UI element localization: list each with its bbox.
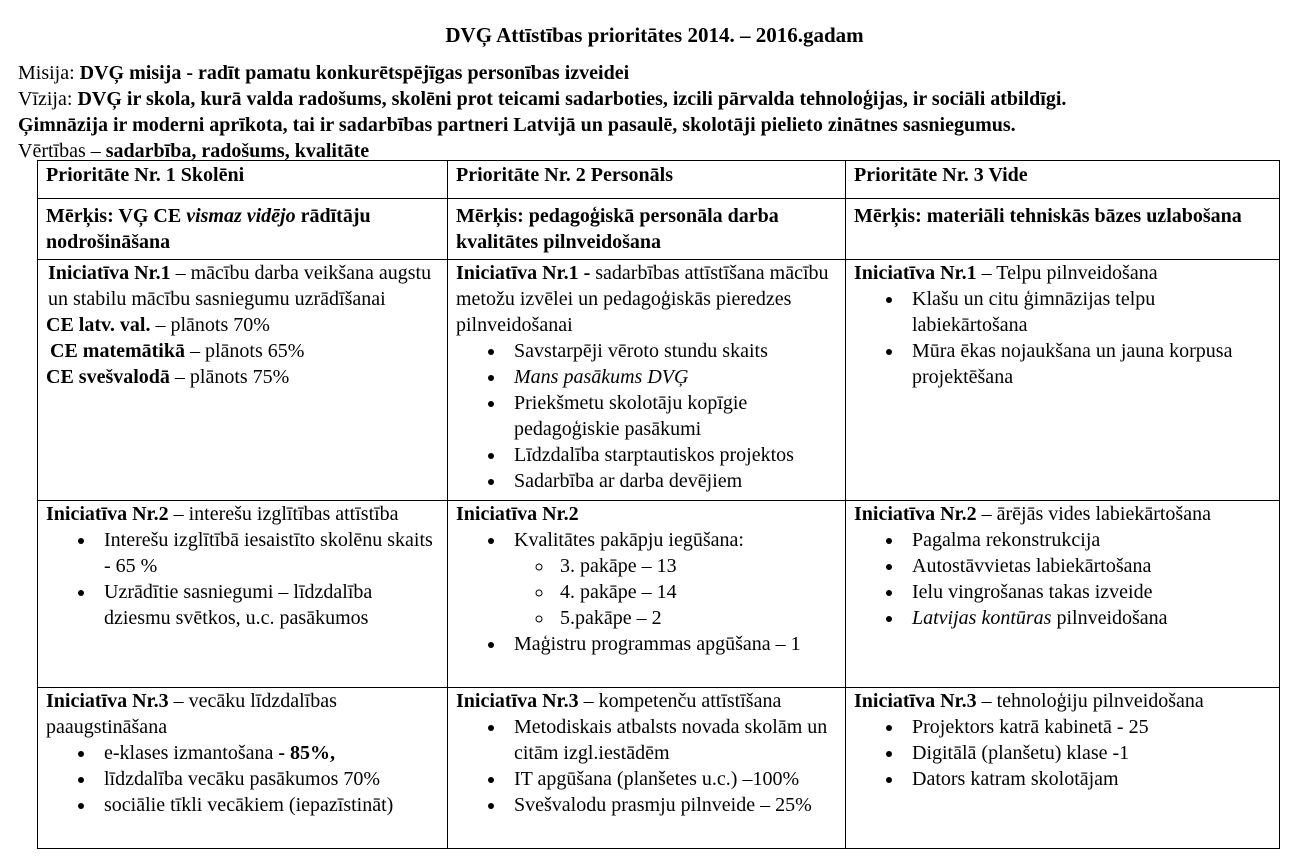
p3-i3-text: – tehnoloģiju pilnveidošana: [976, 690, 1204, 712]
list-item: • Priekšmetu skolotāju kopīgie pedagoģiskie pasākumi: [506, 390, 837, 442]
list-item: • Pagalma rekonstrukcija: [904, 527, 1271, 553]
list-item: • Maģistru programmas apgūšana – 1: [506, 631, 837, 657]
p2-i2-sublist: [514, 553, 837, 631]
goal-row: [38, 199, 1280, 260]
p3-initiative-1: [846, 260, 1280, 501]
p2-i1-list: [456, 338, 837, 494]
list-item: [506, 527, 837, 631]
mission-text: DVĢ misija - radīt pamatu konkurētspējīgas personības izveidei: [79, 62, 630, 84]
p3-i3-list: [854, 714, 1271, 792]
list-item: [96, 740, 439, 766]
p3-i3-head: Iniciatīva Nr.3: [854, 690, 977, 712]
p1-i2-text: – interešu izglītības attīstība: [168, 503, 399, 525]
list-item: • Klašu un citu ģimnāzijas telpu labiekārtošana: [904, 286, 1271, 338]
p3-i2-item-italic: Latvijas kontūras: [912, 607, 1052, 629]
list-item: • sociālie tīkli vecākiem (iepazīstināt): [96, 792, 439, 818]
list-item: • IT apgūšana (planšetes u.c.) –100%: [506, 766, 837, 792]
p3-i1-list: [854, 286, 1271, 390]
list-item: • Projektors katrā kabinetā - 25: [904, 714, 1271, 740]
mission-line: [18, 60, 1298, 86]
p2-initiative-1: [448, 260, 846, 501]
p2-i2-head: Iniciatīva Nr.2: [456, 503, 579, 525]
p2-i2-item-1: Kvalitātes pakāpju iegūšana:: [514, 529, 744, 551]
p2-i3-head: Iniciatīva Nr.3: [456, 690, 579, 712]
p1-i1-line-3-bold: CE svešvalodā: [46, 366, 170, 388]
list-item: • Savstarpēji vēroto stundu skaits: [506, 338, 837, 364]
initiative-2-row: [38, 501, 1280, 688]
p1-i2-head: Iniciatīva Nr.2: [46, 503, 169, 525]
p1-initiative-2: [38, 501, 448, 688]
p3-i1-text: – Telpu pilnveidošana: [976, 262, 1158, 284]
vision-label: Vīzija:: [18, 88, 78, 110]
sub-list-item: ◦ 5.pakāpe – 2: [554, 605, 837, 631]
list-item: • līdzdalība vecāku pasākumos 70%: [96, 766, 439, 792]
p2-i2-list: [456, 527, 837, 657]
p1-i1-line-2-bold: CE matemātikā: [50, 340, 185, 362]
priority-3-header: Prioritāte Nr. 3 Vide: [846, 161, 1280, 199]
initiative-1-row: [38, 260, 1280, 501]
sub-list-item: ◦ 4. pakāpe – 14: [554, 579, 837, 605]
values-text: sadarbība, radošums, kvalitāte: [105, 140, 370, 162]
p2-i3-text: – kompetenču attīstīšana: [578, 690, 782, 712]
p2-i1-item-italic: Mans pasākums DVĢ: [514, 366, 689, 388]
vision-line: [18, 86, 1298, 112]
intro-block: [18, 60, 1298, 164]
p2-initiative-3: [448, 688, 846, 849]
sub-list-item: ◦ 3. pakāpe – 13: [554, 553, 837, 579]
values-label: Vērtības –: [18, 140, 106, 162]
p1-initiative-1: [38, 260, 448, 501]
list-item: • Interešu izglītībā iesaistīto skolēnu skaits - 65 %: [96, 527, 439, 579]
vision-text-2: Ģimnāzija ir moderni aprīkota, tai ir sadarbības partneri Latvijā un pasaulē, skolotāji pielieto zinātnes sasniegumus.: [18, 114, 1016, 136]
priority-3-goal: Mērķis: materiāli tehniskās bāzes uzlabošana: [846, 199, 1280, 260]
p1-i1-line-1-bold: CE latv. val.: [46, 314, 151, 336]
p1-i3-item-1-text: e-klases izmantošana: [104, 742, 279, 764]
priority-2-goal: Mērķis: pedagoģiskā personāla darba kvalitātes pilnveidošana: [448, 199, 846, 260]
p1-i1-line-1-text: – plānots 70%: [150, 314, 270, 336]
initiative-3-row: [38, 688, 1280, 849]
priorities-table: [37, 160, 1280, 849]
list-item: • Metodiskais atbalsts novada skolām un citām izgl.iestādēm: [506, 714, 837, 766]
p3-i2-list: [854, 527, 1271, 631]
p3-i1-head: Iniciatīva Nr.1: [854, 262, 977, 284]
p3-i2-item-text: pilnveidošana: [1051, 607, 1168, 629]
priority-2-header: Prioritāte Nr. 2 Personāls: [448, 161, 846, 199]
p1-i1-head: Iniciatīva Nr.1: [48, 262, 171, 284]
p2-initiative-2: [448, 501, 846, 688]
vision-text-1: DVĢ ir skola, kurā valda radošums, skolēni prot teicami sadarboties, izcili pārvalda tehnoloģijas, ir sociāli atbildīgi.: [77, 88, 1067, 110]
list-item: • Līdzdalība starptautiskos projektos: [506, 442, 837, 468]
list-item: [904, 605, 1271, 631]
p1-i1-line-2-text: – plānots 65%: [184, 340, 305, 362]
list-item: • Ielu vingrošanas takas izveide: [904, 579, 1271, 605]
list-item: • Svešvalodu prasmju pilnveide – 25%: [506, 792, 837, 818]
p1-initiative-3: [38, 688, 448, 849]
list-item: • Digitālā (planšetu) klase -1: [904, 740, 1271, 766]
priority-1-header: Prioritāte Nr. 1 Skolēni: [38, 161, 448, 199]
list-item: • Sadarbība ar darba devējiem: [506, 468, 837, 494]
p1-i1-text: – mācību darba veikšana augstu un stabilu mācību sasniegumu uzrādīšanai: [48, 262, 432, 310]
list-item: [506, 364, 837, 390]
p1-i1-line-3-text: – plānots 75%: [169, 366, 290, 388]
document-title: DVĢ Attīstības prioritātes 2014. – 2016.gadam: [445, 23, 864, 47]
p3-i2-text: – ārējās vides labiekārtošana: [976, 503, 1211, 525]
priority-1-goal: [38, 199, 448, 260]
p1-i3-text: – vecāku līdzdalības paaugstināšana: [46, 690, 337, 738]
list-item: • Autostāvvietas labiekārtošana: [904, 553, 1271, 579]
p3-initiative-2: [846, 501, 1280, 688]
p2-i3-list: [456, 714, 837, 818]
p1-i3-item-1-bold: - 85%,: [278, 742, 336, 764]
list-item: • Mūra ēkas nojaukšana un jauna korpusa projektēšana: [904, 338, 1271, 390]
list-item: • Uzrādītie sasniegumi – līdzdalība dziesmu svētkos, u.c. pasākumos: [96, 579, 439, 631]
list-item: • Dators katram skolotājam: [904, 766, 1271, 792]
vision-line-2: [18, 112, 1298, 138]
p2-i1-text: sadarbības attīstīšana mācību metožu izvēlei un pedagoģiskās pieredzes pilnveidošanai: [456, 262, 829, 336]
p3-initiative-3: [846, 688, 1280, 849]
table-header-row: [38, 161, 1280, 199]
goal-1-italic: vismaz vidējo: [186, 205, 296, 227]
goal-1-suffix: rādītāju nodrošināšana: [46, 205, 371, 253]
p1-i2-list: [46, 527, 439, 631]
mission-label: Misija:: [18, 62, 80, 84]
p2-i1-head: Iniciatīva Nr.1 -: [456, 262, 596, 284]
p1-i3-head: Iniciatīva Nr.3: [46, 690, 169, 712]
p1-i3-list: [46, 740, 439, 818]
goal-1-prefix: Mērķis: VĢ CE: [46, 205, 187, 227]
p3-i2-head: Iniciatīva Nr.2: [854, 503, 977, 525]
